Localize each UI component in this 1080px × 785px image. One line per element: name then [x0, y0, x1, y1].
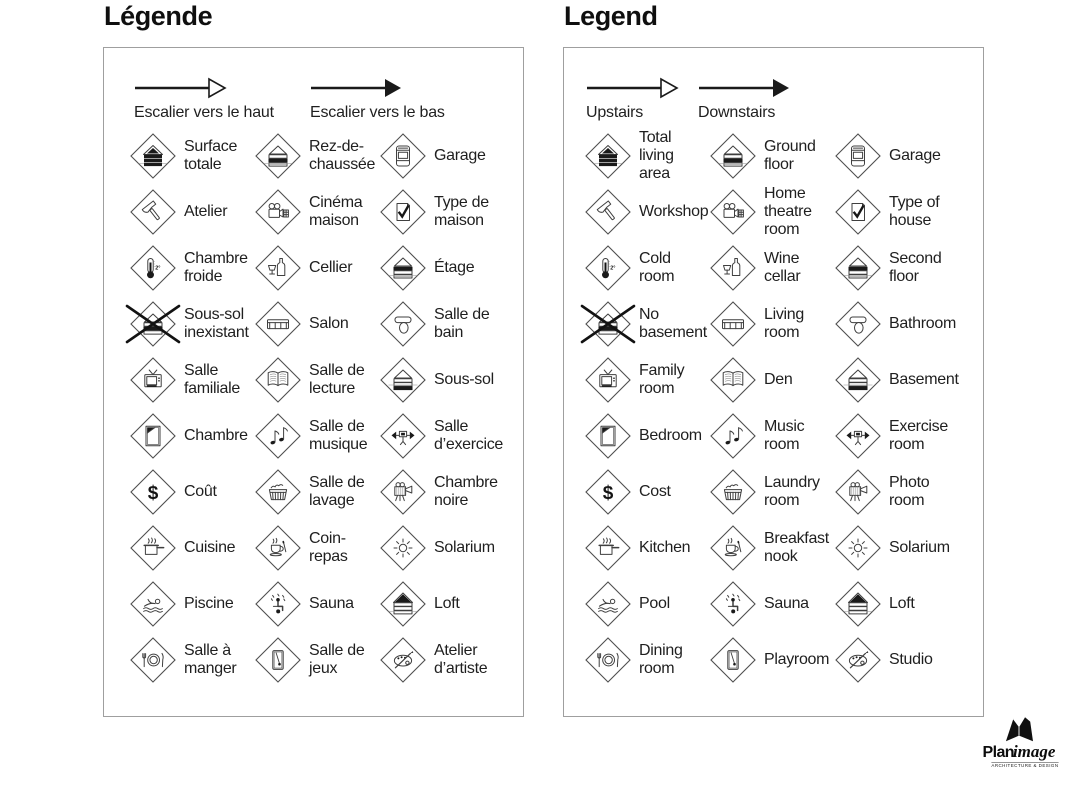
living-room-icon: [250, 299, 306, 349]
cold-room-icon: [125, 243, 181, 293]
legend-item-sauna: [708, 576, 833, 632]
legend-item-label: Surface totale: [184, 138, 238, 173]
music-room-icon: [250, 411, 306, 461]
legend-item-label: Cellier: [309, 259, 353, 276]
legend-item-label: Workshop: [639, 203, 709, 220]
photo-room-icon: [375, 467, 431, 517]
legend-item-label: Loft: [434, 595, 460, 612]
family-room-icon: [580, 355, 636, 405]
exercise-room-icon: [830, 411, 886, 461]
den-icon: [705, 355, 761, 405]
legend-item-home-theatre-room: [253, 184, 378, 240]
legend-item-solarium: [833, 520, 958, 576]
solarium-icon: [830, 523, 886, 573]
legend-item-label: Solarium: [889, 539, 950, 556]
legend-item-label: Loft: [889, 595, 915, 612]
legend-item-playroom: [253, 632, 378, 688]
legend-item-label: Exercise room: [889, 418, 948, 453]
legend-item-type-of-house: [378, 184, 503, 240]
bedroom-icon: [125, 411, 181, 461]
basement-icon: [830, 355, 886, 405]
playroom-icon: [705, 635, 761, 685]
legend-item-label: Chambre: [184, 427, 248, 444]
legend-item-cost: [128, 464, 253, 520]
legend-item-garage: [378, 128, 503, 184]
type-of-house-icon: [375, 187, 431, 237]
legend-item-wine-cellar: [253, 240, 378, 296]
legend-item-bathroom: [833, 296, 958, 352]
legend-item-label: Coût: [184, 483, 217, 500]
legend-item-label: Cost: [639, 483, 671, 500]
legend-item-dining-room: [128, 632, 253, 688]
legend-item-label: Music room: [764, 418, 805, 453]
wine-cellar-icon: [705, 243, 761, 293]
legend-item-label: Playroom: [764, 651, 830, 668]
legend-item-label: Sauna: [764, 595, 809, 612]
no-basement-icon: [580, 299, 636, 349]
legend-item-kitchen: [583, 520, 708, 576]
legend-item-label: Rez-de-chaussée: [309, 138, 376, 173]
legend-item-cold-room: [583, 240, 708, 296]
total-living-area-icon: [580, 131, 636, 181]
arrow-downstairs: [698, 75, 792, 122]
home-theatre-room-icon: [250, 187, 306, 237]
stairs-arrow-icon: [310, 75, 404, 101]
legend-item-label: Sauna: [309, 595, 354, 612]
legend-item-label: Atelier d’artiste: [434, 642, 488, 677]
logo-tagline: ARCHITECTURE & DESIGN: [991, 763, 1059, 769]
legend-item-den: [253, 352, 378, 408]
legend-item-label: Photo room: [889, 474, 930, 509]
legend-item-sauna: [253, 576, 378, 632]
legend-item-no-basement: [128, 296, 253, 352]
legend-item-den: [708, 352, 833, 408]
legend-item-photo-room: [833, 464, 958, 520]
logo-brand-plan: Plan: [982, 744, 1014, 761]
living-room-icon: [705, 299, 761, 349]
legend-item-second-floor: [833, 240, 958, 296]
home-theatre-room-icon: [705, 187, 761, 237]
legend-item-cold-room: [128, 240, 253, 296]
stairs-arrow-icon: [698, 75, 792, 101]
garage-icon: [375, 131, 431, 181]
arrow-downstairs: [310, 75, 445, 122]
dining-room-icon: [580, 635, 636, 685]
planimage-logo: [965, 716, 1073, 773]
logo-brand-image: image: [1012, 742, 1056, 761]
legend-item-label: Chambre noire: [434, 474, 498, 509]
legend-item-label: Coin-repas: [309, 530, 348, 565]
cold-room-icon: [580, 243, 636, 293]
family-room-icon: [125, 355, 181, 405]
legend-item-living-room: [708, 296, 833, 352]
legend-item-basement: [833, 352, 958, 408]
music-room-icon: [705, 411, 761, 461]
legend-item-label: Bedroom: [639, 427, 702, 444]
ground-floor-icon: [705, 131, 761, 181]
arrow-label: Upstairs: [586, 104, 644, 121]
legend-item-family-room: [583, 352, 708, 408]
legend-item-label: Chambre froide: [184, 250, 248, 285]
legend-item-label: Piscine: [184, 595, 234, 612]
legend-item-pool: [128, 576, 253, 632]
legend-item-laundry-room: [253, 464, 378, 520]
laundry-room-icon: [250, 467, 306, 517]
legend-item-label: Type of house: [889, 194, 940, 229]
legend-item-ground-floor: [253, 128, 378, 184]
legend-item-loft: [378, 576, 503, 632]
legend-item-studio: [833, 632, 958, 688]
legend-item-label: Salon: [309, 315, 349, 332]
legend-item-basement: [378, 352, 503, 408]
arrow-label: Escalier vers le bas: [310, 104, 445, 121]
legend-item-label: Salle d’exercice: [434, 418, 504, 453]
dining-room-icon: [125, 635, 181, 685]
wine-cellar-icon: [250, 243, 306, 293]
legend-item-label: Salle de bain: [434, 306, 490, 341]
legend-item-bedroom: [128, 408, 253, 464]
legend-item-label: No basement: [639, 306, 707, 341]
legend-item-label: Dining room: [639, 642, 683, 677]
arrow-upstairs: [134, 75, 274, 122]
legend-item-breakfast-nook: [708, 520, 833, 576]
legend-item-label: Pool: [639, 595, 670, 612]
legend-item-label: Breakfast nook: [764, 530, 829, 565]
breakfast-nook-icon: [250, 523, 306, 573]
legend-item-exercise-room: [833, 408, 958, 464]
legend-item-photo-room: [378, 464, 503, 520]
legend-title-french: Légende: [104, 1, 213, 31]
legend-item-label: Salle de lecture: [309, 362, 365, 397]
legend-item-ground-floor: [708, 128, 833, 184]
legend-item-label: Salle de jeux: [309, 642, 365, 677]
legend-panel-english: [563, 47, 984, 717]
legend-item-type-of-house: [833, 184, 958, 240]
legend-item-cost: [583, 464, 708, 520]
cost-icon: [580, 467, 636, 517]
legend-item-grid: [104, 128, 503, 688]
legend-item-label: Atelier: [184, 203, 228, 220]
stairs-arrow-icon: [134, 75, 228, 101]
arrow-label: Escalier vers le haut: [134, 104, 274, 121]
legend-item-loft: [833, 576, 958, 632]
garage-icon: [830, 131, 886, 181]
pool-icon: [125, 579, 181, 629]
studio-icon: [375, 635, 431, 685]
sauna-icon: [250, 579, 306, 629]
legend-item-label: Étage: [434, 259, 475, 276]
legend-item-kitchen: [128, 520, 253, 576]
legend-item-total-living-area: [128, 128, 253, 184]
kitchen-icon: [125, 523, 181, 573]
legend-item-label: Studio: [889, 651, 933, 668]
legend-item-music-room: [708, 408, 833, 464]
legend-item-home-theatre-room: [708, 184, 833, 240]
legend-item-exercise-room: [378, 408, 503, 464]
breakfast-nook-icon: [705, 523, 761, 573]
bedroom-icon: [580, 411, 636, 461]
legend-item-dining-room: [583, 632, 708, 688]
kitchen-icon: [580, 523, 636, 573]
logo-brand: [965, 744, 1073, 761]
legend-item-playroom: [708, 632, 833, 688]
legend-item-label: Laundry room: [764, 474, 820, 509]
total-living-area-icon: [125, 131, 181, 181]
legend-item-label: Family room: [639, 362, 685, 397]
legend-item-bathroom: [378, 296, 503, 352]
no-basement-icon: [125, 299, 181, 349]
sauna-icon: [705, 579, 761, 629]
legend-item-living-room: [253, 296, 378, 352]
legend-item-label: Cuisine: [184, 539, 236, 556]
legend-item-label: Second floor: [889, 250, 942, 285]
legend-item-studio: [378, 632, 503, 688]
loft-icon: [375, 579, 431, 629]
bathroom-icon: [375, 299, 431, 349]
solarium-icon: [375, 523, 431, 573]
legend-item-label: Salle de musique: [309, 418, 368, 453]
exercise-room-icon: [375, 411, 431, 461]
legend-item-label: Salle de lavage: [309, 474, 365, 509]
legend-panel-french: [103, 47, 524, 717]
second-floor-icon: [375, 243, 431, 293]
legend-item-label: Salle familiale: [184, 362, 240, 397]
legend-item-label: Wine cellar: [764, 250, 801, 285]
second-floor-icon: [830, 243, 886, 293]
legend-item-wine-cellar: [708, 240, 833, 296]
laundry-room-icon: [705, 467, 761, 517]
legend-item-label: Basement: [889, 371, 959, 388]
playroom-icon: [250, 635, 306, 685]
legend-item-second-floor: [378, 240, 503, 296]
loft-icon: [830, 579, 886, 629]
workshop-icon: [580, 187, 636, 237]
bathroom-icon: [830, 299, 886, 349]
legend-item-bedroom: [583, 408, 708, 464]
legend-item-workshop: [583, 184, 708, 240]
legend-item-label: Garage: [434, 147, 486, 164]
stairs-arrow-icon: [586, 75, 680, 101]
legend-item-total-living-area: [583, 128, 708, 184]
legend-item-label: Total living area: [639, 129, 674, 182]
legend-item-breakfast-nook: [253, 520, 378, 576]
legend-item-label: Ground floor: [764, 138, 816, 173]
legend-item-workshop: [128, 184, 253, 240]
legend-item-label: Sous-sol: [434, 371, 494, 388]
basement-icon: [375, 355, 431, 405]
cost-icon: [125, 467, 181, 517]
legend-item-solarium: [378, 520, 503, 576]
legend-item-label: Den: [764, 371, 793, 388]
legend-item-label: Living room: [764, 306, 805, 341]
legend-item-pool: [583, 576, 708, 632]
workshop-icon: [125, 187, 181, 237]
ground-floor-icon: [250, 131, 306, 181]
legend-item-label: Home theatre room: [764, 185, 812, 238]
legend-item-label: Cinéma maison: [309, 194, 363, 229]
pool-icon: [580, 579, 636, 629]
legend-item-label: Sous-sol inexistant: [184, 306, 249, 341]
legend-title-english: Legend: [564, 1, 658, 31]
legend-item-label: Kitchen: [639, 539, 691, 556]
legend-item-label: Bathroom: [889, 315, 956, 332]
legend-item-label: Salle à manger: [184, 642, 237, 677]
legend-item-no-basement: [583, 296, 708, 352]
type-of-house-icon: [830, 187, 886, 237]
legend-item-grid: [564, 128, 958, 688]
legend-item-family-room: [128, 352, 253, 408]
legend-item-garage: [833, 128, 958, 184]
den-icon: [250, 355, 306, 405]
legend-item-label: Cold room: [639, 250, 675, 285]
studio-icon: [830, 635, 886, 685]
photo-room-icon: [830, 467, 886, 517]
arrow-label: Downstairs: [698, 104, 776, 121]
logo-mark-icon: [1002, 716, 1036, 744]
arrow-upstairs: [586, 75, 680, 122]
legend-item-label: Type de maison: [434, 194, 489, 229]
legend-item-laundry-room: [708, 464, 833, 520]
legend-item-label: Garage: [889, 147, 941, 164]
legend-item-music-room: [253, 408, 378, 464]
legend-item-label: Solarium: [434, 539, 495, 556]
